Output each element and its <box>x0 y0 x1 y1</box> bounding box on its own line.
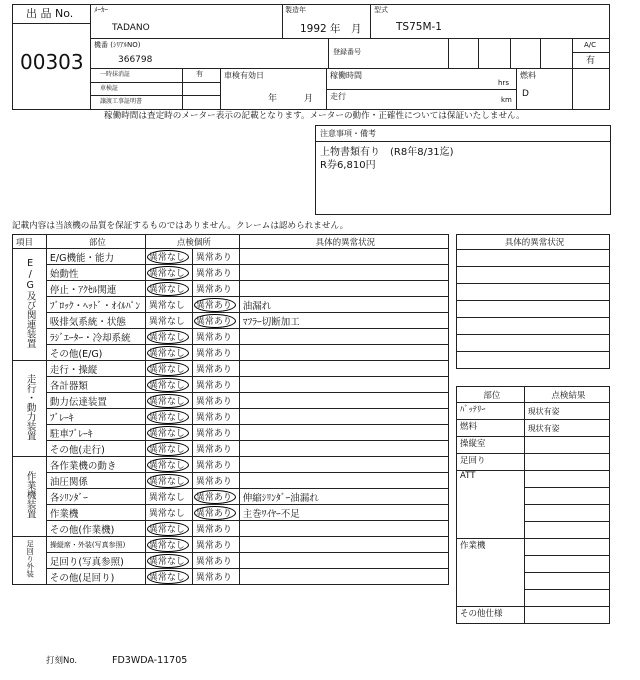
right-detail-cell <box>457 352 610 369</box>
status-normal-label: 異常なし <box>148 269 185 279</box>
status-normal-cell[interactable] <box>145 489 192 505</box>
table-row <box>13 265 449 281</box>
selected-circle-mark <box>147 538 189 552</box>
selected-circle-mark <box>147 378 189 392</box>
temp-reg-value: 有 <box>196 70 203 78</box>
status-normal-label: 異常なし <box>148 253 185 263</box>
detail-cell <box>239 281 448 297</box>
status-normal-cell[interactable] <box>145 313 192 329</box>
selected-circle-mark <box>147 554 189 568</box>
status-abnormal-cell[interactable] <box>192 553 239 569</box>
result-value <box>524 556 609 573</box>
right-detail-row <box>457 284 610 301</box>
detail-cell <box>239 473 448 489</box>
inspection-table <box>12 234 449 585</box>
table-row <box>13 473 449 489</box>
status-normal-cell[interactable] <box>145 409 192 425</box>
result-row <box>457 403 610 420</box>
result-part: 燃料 <box>457 420 525 437</box>
status-normal-cell[interactable] <box>145 297 192 313</box>
selected-circle-mark <box>194 506 236 520</box>
shaken-label: 車検有効日 <box>224 71 264 80</box>
status-abnormal-cell[interactable] <box>192 393 239 409</box>
status-normal-label: 異常なし <box>148 573 185 583</box>
part-cell: その他(足回り) <box>46 569 145 585</box>
table-row <box>13 521 449 537</box>
part-cell: 駐車ﾌﾞﾚｰｷ <box>46 425 145 441</box>
detail-cell <box>239 457 448 473</box>
result-row <box>457 471 610 488</box>
maker-label: ﾒｰｶｰ <box>94 6 108 14</box>
hours-unit: hrs <box>498 79 509 87</box>
status-normal-cell[interactable] <box>145 473 192 489</box>
part-cell: 油圧関係 <box>46 473 145 489</box>
part-cell: 走行・操縦 <box>46 361 145 377</box>
group-cell <box>13 457 47 537</box>
year-label: 製造年 <box>285 6 306 14</box>
temp-reg-label: 一時抹消証 <box>100 71 131 78</box>
status-abnormal-cell[interactable] <box>192 345 239 361</box>
header-item: 項目 <box>13 235 47 249</box>
detail-cell <box>239 361 448 377</box>
result-value <box>524 522 609 539</box>
status-normal-label: 異常なし <box>148 301 185 311</box>
status-normal-cell[interactable] <box>145 505 192 521</box>
table-row <box>13 569 449 585</box>
status-normal-label: 異常なし <box>148 509 185 519</box>
status-normal-label: 異常なし <box>148 429 185 439</box>
right-detail-row <box>457 301 610 318</box>
status-abnormal-label: 異常あり <box>195 301 232 311</box>
selected-circle-mark <box>147 330 189 344</box>
status-abnormal-cell[interactable] <box>192 329 239 345</box>
right-detail-cell <box>457 284 610 301</box>
group-label: 作業機装置 <box>24 471 36 519</box>
part-cell: 足回り(写真参照) <box>46 553 145 569</box>
table-row <box>13 345 449 361</box>
table-row <box>13 313 449 329</box>
stamp-label: 打刻No. <box>46 656 78 666</box>
status-normal-cell[interactable] <box>145 265 192 281</box>
table-row <box>13 377 449 393</box>
table-row <box>13 249 449 265</box>
result-table <box>456 386 610 624</box>
selected-circle-mark <box>194 490 236 504</box>
table-row <box>13 457 449 473</box>
status-abnormal-label: 異常あり <box>195 381 232 391</box>
status-normal-cell[interactable] <box>145 249 192 265</box>
status-abnormal-label: 異常あり <box>195 413 232 423</box>
status-abnormal-label: 異常あり <box>195 541 232 551</box>
detail-cell: ﾏﾌﾗｰ切断加工 <box>239 313 448 329</box>
right-detail-cell <box>457 250 610 267</box>
status-abnormal-label: 異常あり <box>195 253 232 263</box>
status-normal-label: 異常なし <box>148 317 185 327</box>
fuel-value: D <box>522 89 529 99</box>
status-normal-cell[interactable] <box>145 377 192 393</box>
right-detail-cell <box>457 318 610 335</box>
status-abnormal-label: 異常あり <box>195 477 232 487</box>
table-row <box>13 393 449 409</box>
mileage-label: 走行 <box>330 92 346 101</box>
right-detail-row <box>457 352 610 369</box>
status-abnormal-cell[interactable] <box>192 505 239 521</box>
status-normal-cell[interactable] <box>145 569 192 585</box>
detail-cell <box>239 393 448 409</box>
selected-circle-mark <box>147 282 189 296</box>
detail-cell <box>239 345 448 361</box>
status-normal-cell[interactable] <box>145 345 192 361</box>
status-normal-cell[interactable] <box>145 361 192 377</box>
status-abnormal-label: 異常あり <box>195 509 232 519</box>
selected-circle-mark <box>147 250 189 264</box>
selected-circle-mark <box>147 458 189 472</box>
detail-cell: 主巻ﾜｲﾔｰ不足 <box>239 505 448 521</box>
selected-circle-mark <box>194 314 236 328</box>
detail-cell: 伸縮ｼﾘﾝﾀﾞｰ油漏れ <box>239 489 448 505</box>
status-normal-cell[interactable] <box>145 393 192 409</box>
status-abnormal-label: 異常あり <box>195 317 232 327</box>
status-normal-label: 異常なし <box>148 365 185 375</box>
status-abnormal-cell[interactable] <box>192 569 239 585</box>
result-value: 現状有姿 <box>524 420 609 437</box>
result-value <box>524 437 609 454</box>
result-row <box>457 420 610 437</box>
part-cell: 各計器類 <box>46 377 145 393</box>
detail-cell <box>239 265 448 281</box>
status-normal-label: 異常なし <box>148 541 185 551</box>
status-normal-cell[interactable] <box>145 329 192 345</box>
right-detail-table <box>456 234 610 369</box>
status-normal-label: 異常なし <box>148 349 185 359</box>
status-abnormal-label: 異常あり <box>195 573 232 583</box>
selected-circle-mark <box>147 474 189 488</box>
maker-value: TADANO <box>112 23 150 33</box>
detail-cell: 油漏れ <box>239 297 448 313</box>
status-normal-cell[interactable] <box>145 281 192 297</box>
remarks-label: 注意事項・備考 <box>320 129 376 138</box>
result-row <box>457 539 610 556</box>
status-abnormal-label: 異常あり <box>195 269 232 279</box>
table-row <box>13 537 449 553</box>
result-part: ﾊﾞｯﾃﾘｰ <box>457 403 525 420</box>
proof-label: 譲渡工事証明書 <box>100 98 143 105</box>
detail-cell <box>239 553 448 569</box>
status-normal-label: 異常なし <box>148 285 185 295</box>
detail-cell <box>239 377 448 393</box>
right-detail-header: 具体的異常状況 <box>457 235 610 250</box>
status-normal-cell[interactable] <box>145 521 192 537</box>
hours-label: 稼働時間 <box>330 71 362 80</box>
part-cell: 始動性 <box>46 265 145 281</box>
selected-circle-mark <box>147 570 189 584</box>
part-cell: 各作業機の動き <box>46 457 145 473</box>
status-normal-cell[interactable] <box>145 537 192 553</box>
result-part: 操縦室 <box>457 437 525 454</box>
result-row <box>457 454 610 471</box>
right-detail-cell <box>457 267 610 284</box>
status-abnormal-label: 異常あり <box>195 333 232 343</box>
result-header-part: 部位 <box>457 387 525 403</box>
status-normal-label: 異常なし <box>148 493 185 503</box>
status-abnormal-cell[interactable] <box>192 377 239 393</box>
selected-circle-mark <box>147 410 189 424</box>
status-abnormal-label: 異常あり <box>195 493 232 503</box>
status-abnormal-label: 異常あり <box>195 557 232 567</box>
group-label: 走行・動力装置 <box>24 373 36 441</box>
status-abnormal-label: 異常あり <box>195 365 232 375</box>
result-value <box>524 454 609 471</box>
status-abnormal-label: 異常あり <box>195 349 232 359</box>
status-normal-label: 異常なし <box>148 477 185 487</box>
part-cell: その他(作業機) <box>46 521 145 537</box>
part-cell: 停止・ｱｸｾﾙ関連 <box>46 281 145 297</box>
part-cell: その他(走行) <box>46 441 145 457</box>
status-abnormal-cell[interactable] <box>192 297 239 313</box>
table-row <box>13 425 449 441</box>
status-abnormal-cell[interactable] <box>192 313 239 329</box>
detail-cell <box>239 521 448 537</box>
table-row <box>13 505 449 521</box>
status-abnormal-label: 異常あり <box>195 285 232 295</box>
group-label: 足回り外装 <box>25 540 35 578</box>
status-normal-label: 異常なし <box>148 397 185 407</box>
year-value: 1992 年 月 <box>300 23 362 35</box>
detail-cell <box>239 569 448 585</box>
selected-circle-mark <box>147 442 189 456</box>
result-value <box>524 607 609 624</box>
detail-cell <box>239 329 448 345</box>
result-value <box>524 590 609 607</box>
serial-label: 機番 (ｼﾘｱﾙNO) <box>94 41 141 49</box>
group-cell <box>13 249 47 361</box>
remarks-line1: 上物書類有り (R8年8/31迄) <box>320 147 454 158</box>
table-row <box>13 489 449 505</box>
status-abnormal-cell[interactable] <box>192 521 239 537</box>
table-row <box>13 281 449 297</box>
status-abnormal-cell[interactable] <box>192 409 239 425</box>
status-abnormal-label: 異常あり <box>195 461 232 471</box>
detail-cell <box>239 425 448 441</box>
status-abnormal-cell[interactable] <box>192 473 239 489</box>
part-cell: 各ｼﾘﾝﾀﾞｰ <box>46 489 145 505</box>
status-abnormal-cell[interactable] <box>192 281 239 297</box>
result-part: ATT <box>457 471 525 539</box>
registration-label: 登録番号 <box>333 48 361 56</box>
result-value <box>524 488 609 505</box>
result-value <box>524 505 609 522</box>
group-cell <box>13 537 47 585</box>
result-value <box>524 471 609 488</box>
selected-circle-mark <box>194 298 236 312</box>
status-normal-cell[interactable] <box>145 441 192 457</box>
header-detail: 具体的異常状況 <box>239 235 448 249</box>
remarks-line2: R券6,810円 <box>320 160 376 171</box>
status-normal-cell[interactable] <box>145 457 192 473</box>
hours-note: 稼働時間は査定時のメーター表示の記載となります。メーターの動作・正確性については保証いたしません。 <box>104 111 525 121</box>
table-row <box>13 441 449 457</box>
result-value: 現状有姿 <box>524 403 609 420</box>
table-row <box>13 409 449 425</box>
part-cell: ﾗｼﾞｴｰﾀｰ・冷却系統 <box>46 329 145 345</box>
right-detail-cell <box>457 301 610 318</box>
right-detail-row <box>457 250 610 267</box>
result-part: 作業機 <box>457 539 525 607</box>
ac-label: A/C <box>584 41 597 49</box>
detail-cell <box>239 249 448 265</box>
status-abnormal-label: 異常あり <box>195 397 232 407</box>
mileage-unit: km <box>501 96 512 104</box>
selected-circle-mark <box>147 394 189 408</box>
status-normal-cell[interactable] <box>145 553 192 569</box>
shaken-value: 年 月 <box>268 94 314 104</box>
result-row <box>457 607 610 624</box>
lot-no-label: 出 品 No. <box>26 7 74 20</box>
part-cell: 操縦席・外装(写真参照) <box>46 537 145 553</box>
status-abnormal-label: 異常あり <box>195 429 232 439</box>
status-abnormal-cell[interactable] <box>192 537 239 553</box>
part-cell: ﾌﾞﾛｯｸ・ﾍｯﾄﾞ・ｵｲﾙﾊﾟﾝ <box>46 297 145 313</box>
right-detail-row <box>457 267 610 284</box>
status-abnormal-label: 異常あり <box>195 525 232 535</box>
result-row <box>457 437 610 454</box>
part-cell: 吸排気系統・状態 <box>46 313 145 329</box>
right-detail-row <box>457 335 610 352</box>
status-abnormal-cell[interactable] <box>192 441 239 457</box>
part-cell: その他(E/G) <box>46 345 145 361</box>
result-part: 足回り <box>457 454 525 471</box>
group-label: E/G及び関連装置 <box>24 258 36 348</box>
detail-cell <box>239 537 448 553</box>
table-row <box>13 297 449 313</box>
status-normal-label: 異常なし <box>148 461 185 471</box>
status-abnormal-label: 異常あり <box>195 445 232 455</box>
selected-circle-mark <box>147 266 189 280</box>
status-abnormal-cell[interactable] <box>192 249 239 265</box>
part-cell: E/G機能・能力 <box>46 249 145 265</box>
status-normal-label: 異常なし <box>148 557 185 567</box>
model-label: 型式 <box>374 6 388 14</box>
status-normal-label: 異常なし <box>148 333 185 343</box>
table-row <box>13 361 449 377</box>
part-cell: 作業機 <box>46 505 145 521</box>
result-header-result: 点検結果 <box>524 387 609 403</box>
fuel-label: 燃料 <box>520 71 536 80</box>
status-abnormal-cell[interactable] <box>192 265 239 281</box>
status-normal-label: 異常なし <box>148 525 185 535</box>
detail-cell <box>239 409 448 425</box>
part-cell: 動力伝達装置 <box>46 393 145 409</box>
serial-value: 366798 <box>118 55 153 65</box>
header-inspection: 点検個所 <box>145 235 239 249</box>
model-value: TS75M-1 <box>396 21 442 33</box>
status-normal-label: 異常なし <box>148 413 185 423</box>
group-cell <box>13 361 47 457</box>
status-abnormal-cell[interactable] <box>192 425 239 441</box>
detail-cell <box>239 441 448 457</box>
result-part: その他仕様 <box>457 607 525 624</box>
selected-circle-mark <box>147 362 189 376</box>
status-normal-label: 異常なし <box>148 445 185 455</box>
selected-circle-mark <box>147 346 189 360</box>
status-abnormal-cell[interactable] <box>192 489 239 505</box>
status-abnormal-cell[interactable] <box>192 361 239 377</box>
status-abnormal-cell[interactable] <box>192 457 239 473</box>
table-row <box>13 329 449 345</box>
right-detail-row <box>457 318 610 335</box>
quality-note: 記載内容は当該機の品質を保証するものではありません。クレームは認められません。 <box>12 221 349 231</box>
table-row <box>13 553 449 569</box>
status-normal-cell[interactable] <box>145 425 192 441</box>
status-normal-label: 異常なし <box>148 381 185 391</box>
inspection-cert-label: 車検証 <box>100 85 119 92</box>
right-detail-cell <box>457 335 610 352</box>
stamp-value: FD3WDA-11705 <box>112 655 188 666</box>
selected-circle-mark <box>147 522 189 536</box>
part-cell: ﾌﾞﾚｰｷ <box>46 409 145 425</box>
lot-no: 00303 <box>20 50 84 74</box>
result-value <box>524 539 609 556</box>
ac-value: 有 <box>586 56 596 66</box>
header-part: 部位 <box>46 235 145 249</box>
selected-circle-mark <box>147 426 189 440</box>
result-value <box>524 573 609 590</box>
